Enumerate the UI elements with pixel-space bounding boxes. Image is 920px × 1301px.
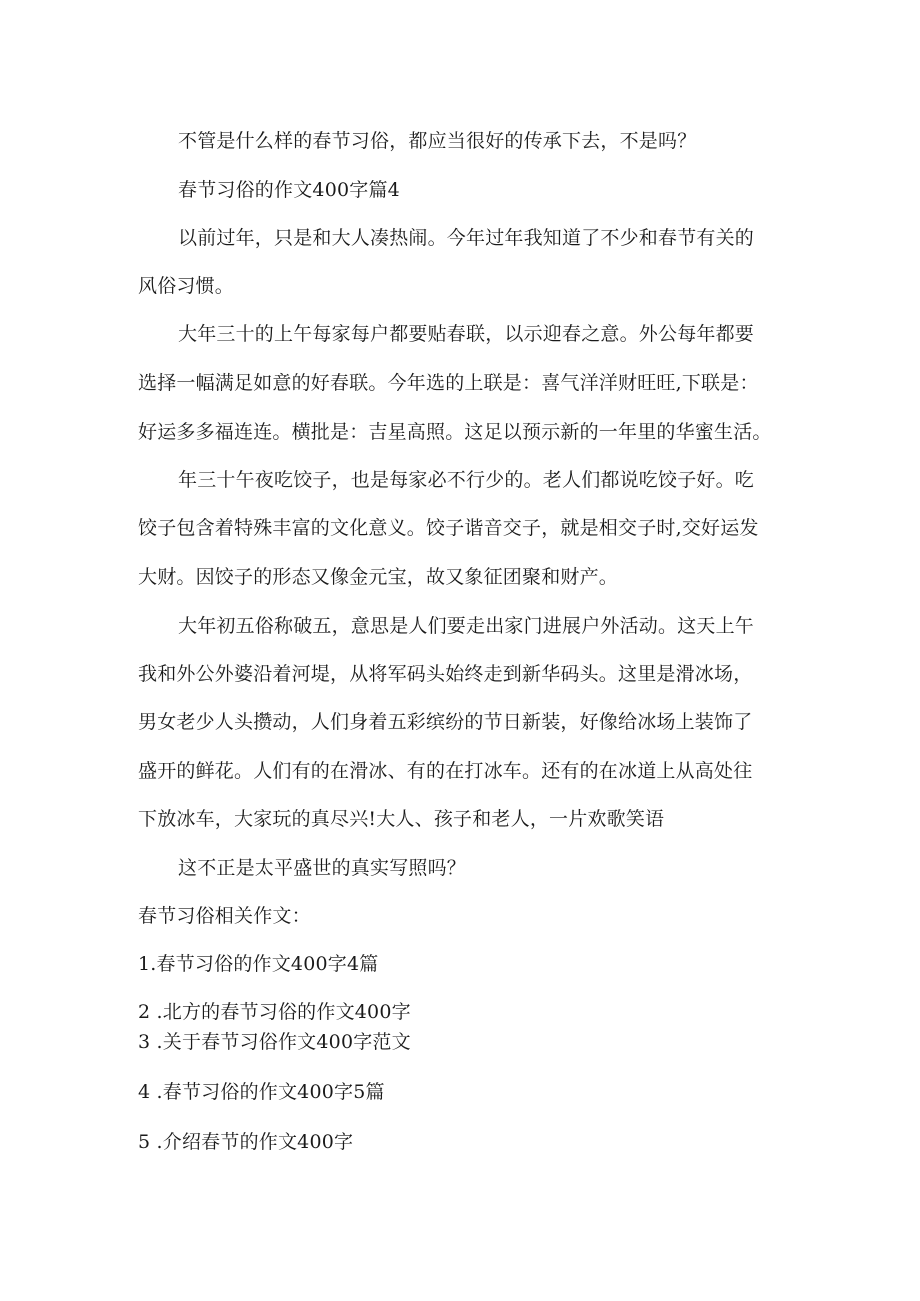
- paragraph-2-line-1: 大年三十的上午每家每户都要贴春联，以示迎春之意。外公每年都要: [178, 323, 755, 345]
- related-essay-link-3[interactable]: 3 .关于春节习俗作文400字范文: [138, 1031, 411, 1053]
- paragraph-2-line-3: 好运多多福连连。横批是：吉星高照。这足以预示新的一年里的华蜜生活。: [138, 421, 772, 443]
- paragraph-5-line-1: 这不正是太平盛世的真实写照吗？: [178, 857, 467, 879]
- paragraph-1-line-1: 以前过年，只是和大人凑热闹。今年过年我知道了不少和春节有关的: [178, 227, 755, 249]
- related-essay-link-2[interactable]: 2 .北方的春节习俗的作文400字: [138, 1001, 411, 1023]
- paragraph-3-line-3: 大财。因饺子的形态又像金元宝，故又象征团聚和财产。: [138, 566, 619, 588]
- paragraph-4-line-2: 我和外公外婆沿着河堤，从将军码头始终走到新华码头。这里是滑冰场，: [138, 663, 753, 685]
- paragraph-3-line-1: 年三十午夜吃饺子，也是每家必不行少的。老人们都说吃饺子好。吃: [178, 469, 755, 491]
- paragraph-2-line-2: 选择一幅满足如意的好春联。今年选的上联是：喜气洋洋财旺旺,下联是：: [138, 372, 759, 394]
- related-essay-link-4[interactable]: 4 .春节习俗的作文400字5篇: [138, 1081, 385, 1103]
- paragraph-4-line-4: 盛开的鲜花。人们有的在滑冰、有的在打冰车。还有的在冰道上从高处往: [138, 760, 753, 782]
- paragraph-4-line-3: 男女老少人头攒动，人们身着五彩缤纷的节日新装，好像给冰场上装饰了: [138, 711, 753, 733]
- related-essay-link-5[interactable]: 5 .介绍春节的作文400字: [138, 1131, 354, 1153]
- paragraph-4-line-1: 大年初五俗称破五，意思是人们要走出家门进展户外活动。这天上午: [178, 615, 755, 637]
- paragraph-3-line-2: 饺子包含着特殊丰富的文化意义。饺子谐音交子，就是相交子时,交好运发: [138, 517, 759, 539]
- paragraph-closing-line: 不管是什么样的春节习俗，都应当很好的传承下去，不是吗？: [178, 130, 697, 152]
- related-essays-heading: 春节习俗相关作文：: [138, 905, 311, 927]
- related-essay-link-1[interactable]: 1.春节习俗的作文400字4篇: [138, 953, 379, 975]
- essay-heading: 春节习俗的作文400字篇4: [178, 179, 400, 201]
- paragraph-4-line-5: 下放冰车，大家玩的真尽兴!大人、孩子和老人，一片欢歌笑语: [138, 808, 665, 830]
- paragraph-1-line-2: 风俗习惯。: [138, 275, 235, 297]
